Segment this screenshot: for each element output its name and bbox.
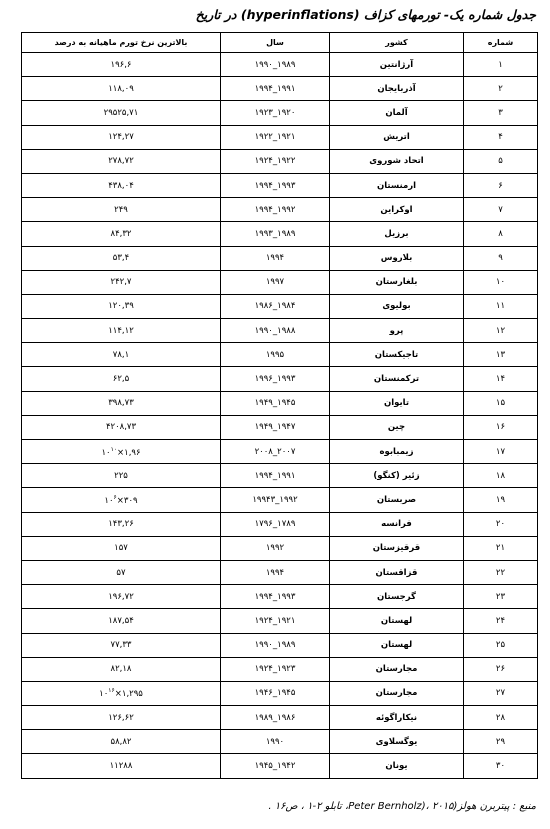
- header-rate: بالاترین نرخ تورم ماهیانه به درصد: [22, 33, 221, 53]
- cell-number: ۱۶: [464, 415, 538, 439]
- table-header-row: [22, 33, 538, 53]
- table-row: [22, 440, 538, 464]
- cell-rate: ۸۴,۳۲: [22, 222, 221, 246]
- cell-rate: ۱۲۶,۶۲: [22, 706, 221, 730]
- table-row: [22, 730, 538, 754]
- cell-number: ۳۰: [464, 754, 538, 778]
- table-row: [22, 609, 538, 633]
- cell-number: ۱۴: [464, 367, 538, 391]
- cell-number: ۶: [464, 173, 538, 197]
- cell-rate: ۷۷,۳۳: [22, 633, 221, 657]
- cell-rate: ۱۲۰,۳۹: [22, 294, 221, 318]
- cell-rate: ۵۷: [22, 560, 221, 584]
- cell-country: بلاروس: [330, 246, 464, 270]
- cell-rate: ۱۸۷,۵۴: [22, 609, 221, 633]
- cell-year: ۱۹۴۵_۱۹۴۹: [221, 391, 330, 415]
- header-year: سال: [221, 33, 330, 53]
- cell-year: ۱۹۹۷: [221, 270, 330, 294]
- cell-country: نیکاراگوئه: [330, 706, 464, 730]
- table-row: [22, 415, 538, 439]
- table-row: [22, 706, 538, 730]
- cell-country: چین: [330, 415, 464, 439]
- cell-year: ۱۹۴۵_۱۹۴۶: [221, 681, 330, 705]
- header-number: شماره: [464, 33, 538, 53]
- cell-year: ۱۹۹۴: [221, 246, 330, 270]
- cell-year: ۱۹۲۱_۱۹۲۲: [221, 125, 330, 149]
- cell-country: ترکمنستان: [330, 367, 464, 391]
- cell-rate: ۱۴۳,۲۶: [22, 512, 221, 536]
- table-title: جدول شماره یک- تورمهای کزاف (hyperinflations) در تاریخ: [195, 7, 536, 22]
- cell-rate: ۱۲۴,۲۷: [22, 125, 221, 149]
- cell-rate: ۲۴۲,۷: [22, 270, 221, 294]
- cell-year: ۱۹۸۹_۱۹۹۳: [221, 222, 330, 246]
- cell-rate: ۱۱۸,۰۹: [22, 77, 221, 101]
- cell-number: ۲۳: [464, 585, 538, 609]
- cell-year: ۱۹۹۱_۱۹۹۴: [221, 77, 330, 101]
- cell-year: ۱۹۴۷_۱۹۴۹: [221, 415, 330, 439]
- table-row: [22, 77, 538, 101]
- cell-number: ۲۷: [464, 681, 538, 705]
- cell-year: ۱۹۹۵: [221, 343, 330, 367]
- cell-number: ۲۹: [464, 730, 538, 754]
- cell-number: ۲۵: [464, 633, 538, 657]
- table-row: [22, 149, 538, 173]
- cell-number: ۱: [464, 53, 538, 77]
- cell-country: یوگسلاوی: [330, 730, 464, 754]
- cell-year: ۱۹۹۲_۱۹۹۴۳: [221, 488, 330, 512]
- cell-rate: ۸۲,۱۸: [22, 657, 221, 681]
- cell-country: اتریش: [330, 125, 464, 149]
- cell-number: ۲۱: [464, 536, 538, 560]
- cell-country: ارمنستان: [330, 173, 464, 197]
- cell-country: لهستان: [330, 609, 464, 633]
- table-row: [22, 633, 538, 657]
- cell-number: ۴: [464, 125, 538, 149]
- cell-rate: $۱۰^۶\times ۳۰۹$: [22, 488, 221, 512]
- cell-rate: ۱۱۲۸۸: [22, 754, 221, 778]
- table-row: [22, 754, 538, 778]
- table-row: [22, 246, 538, 270]
- table-row: [22, 488, 538, 512]
- cell-number: ۱۳: [464, 343, 538, 367]
- cell-rate: ۲۹۵۲۵,۷۱: [22, 101, 221, 125]
- table-row: [22, 319, 538, 343]
- cell-year: ۱۹۲۰_۱۹۲۳: [221, 101, 330, 125]
- cell-year: ۱۹۸۶_۱۹۸۹: [221, 706, 330, 730]
- cell-country: بولیوی: [330, 294, 464, 318]
- cell-year: ۱۹۸۸_۱۹۹۰: [221, 319, 330, 343]
- cell-country: آرژانتین: [330, 53, 464, 77]
- cell-rate: ۱۵۷: [22, 536, 221, 560]
- cell-country: گرجستان: [330, 585, 464, 609]
- cell-rate: ۱۱۴,۱۲: [22, 319, 221, 343]
- cell-country: زیمبابوه: [330, 440, 464, 464]
- table-row: [22, 125, 538, 149]
- cell-country: برزیل: [330, 222, 464, 246]
- table-row: [22, 101, 538, 125]
- cell-year: ۱۹۹۴: [221, 560, 330, 584]
- cell-country: بلغارستان: [330, 270, 464, 294]
- cell-year: ۱۹۹۰: [221, 730, 330, 754]
- cell-number: ۹: [464, 246, 538, 270]
- table-row: [22, 512, 538, 536]
- cell-country: صربستان: [330, 488, 464, 512]
- table-row: [22, 657, 538, 681]
- cell-year: ۱۷۸۹_۱۷۹۶: [221, 512, 330, 536]
- cell-rate: ۲۴۹: [22, 198, 221, 222]
- cell-number: ۱۸: [464, 464, 538, 488]
- cell-number: ۱۵: [464, 391, 538, 415]
- cell-rate: ۳۹۸,۷۳: [22, 391, 221, 415]
- table-row: [22, 294, 538, 318]
- cell-country: قرقیزستان: [330, 536, 464, 560]
- cell-country: آذربایجان: [330, 77, 464, 101]
- table-row: [22, 270, 538, 294]
- cell-rate: $۱۰^{۱۶}\times ۱,۲۹۵$: [22, 681, 221, 705]
- cell-rate: ۴۲۰۸,۷۳: [22, 415, 221, 439]
- cell-year: ۲۰۰۷_۲۰۰۸: [221, 440, 330, 464]
- table-row: [22, 391, 538, 415]
- cell-number: ۲: [464, 77, 538, 101]
- cell-year: ۱۹۲۲_۱۹۲۴: [221, 149, 330, 173]
- cell-number: ۲۸: [464, 706, 538, 730]
- cell-number: ۱۰: [464, 270, 538, 294]
- table-row: [22, 560, 538, 584]
- cell-country: تایوان: [330, 391, 464, 415]
- cell-number: ۱۱: [464, 294, 538, 318]
- cell-country: لهستان: [330, 633, 464, 657]
- hyperinflation-table: [21, 32, 538, 779]
- source-note: منبع : پیتربرن هولز(۲۰۱۵ ،(Peter Bernholz، تابلو ۲-۱ ، ص۱۶ .: [268, 801, 536, 812]
- cell-rate: ۲۷۸,۷۲: [22, 149, 221, 173]
- table-row: [22, 464, 538, 488]
- cell-number: ۷: [464, 198, 538, 222]
- cell-number: ۱۹: [464, 488, 538, 512]
- cell-country: قزاقستان: [330, 560, 464, 584]
- cell-year: ۱۹۹۲_۱۹۹۴: [221, 198, 330, 222]
- table-row: [22, 198, 538, 222]
- cell-year: ۱۹۹۱_۱۹۹۴: [221, 464, 330, 488]
- cell-year: ۱۹۹۳_۱۹۹۴: [221, 173, 330, 197]
- cell-number: ۲۴: [464, 609, 538, 633]
- table-row: [22, 536, 538, 560]
- cell-country: پرو: [330, 319, 464, 343]
- cell-rate: ۶۲,۵: [22, 367, 221, 391]
- cell-year: ۱۹۲۳_۱۹۲۴: [221, 657, 330, 681]
- cell-country: فرانسه: [330, 512, 464, 536]
- cell-rate: $۱۰^{۱۰}\times ۱,۹۶$: [22, 440, 221, 464]
- cell-rate: ۲۲۵: [22, 464, 221, 488]
- table-row: [22, 681, 538, 705]
- header-country: کشور: [330, 33, 464, 53]
- cell-year: ۱۹۸۹_۱۹۹۰: [221, 53, 330, 77]
- cell-number: ۳: [464, 101, 538, 125]
- cell-number: ۵: [464, 149, 538, 173]
- cell-year: ۱۹۹۳_۱۹۹۴: [221, 585, 330, 609]
- cell-number: ۲۲: [464, 560, 538, 584]
- table-row: [22, 585, 538, 609]
- cell-year: ۱۹۸۹_۱۹۹۰: [221, 633, 330, 657]
- cell-year: ۱۹۲۱_۱۹۲۴: [221, 609, 330, 633]
- cell-country: مجارستان: [330, 657, 464, 681]
- cell-country: آلمان: [330, 101, 464, 125]
- cell-number: ۸: [464, 222, 538, 246]
- cell-rate: ۷۸,۱: [22, 343, 221, 367]
- table-row: [22, 222, 538, 246]
- cell-year: ۱۹۸۴_۱۹۸۶: [221, 294, 330, 318]
- cell-country: مجارستان: [330, 681, 464, 705]
- cell-rate: ۱۹۶,۷۲: [22, 585, 221, 609]
- cell-rate: ۱۹۶,۶: [22, 53, 221, 77]
- cell-country: اوکراین: [330, 198, 464, 222]
- cell-country: تاجیکستان: [330, 343, 464, 367]
- table-row: [22, 343, 538, 367]
- cell-country: زئیر (کنگو): [330, 464, 464, 488]
- cell-year: ۱۹۴۲_۱۹۴۵: [221, 754, 330, 778]
- cell-number: ۲۶: [464, 657, 538, 681]
- cell-rate: ۴۳۸,۰۴: [22, 173, 221, 197]
- table-row: [22, 53, 538, 77]
- table-row: [22, 173, 538, 197]
- cell-year: ۱۹۹۳_۱۹۹۶: [221, 367, 330, 391]
- cell-number: ۱۷: [464, 440, 538, 464]
- cell-year: ۱۹۹۲: [221, 536, 330, 560]
- cell-rate: ۵۳,۴: [22, 246, 221, 270]
- table-body: [22, 53, 538, 779]
- cell-rate: ۵۸,۸۲: [22, 730, 221, 754]
- cell-number: ۲۰: [464, 512, 538, 536]
- cell-country: اتحاد شوروی: [330, 149, 464, 173]
- cell-country: یونان: [330, 754, 464, 778]
- cell-number: ۱۲: [464, 319, 538, 343]
- table-row: [22, 367, 538, 391]
